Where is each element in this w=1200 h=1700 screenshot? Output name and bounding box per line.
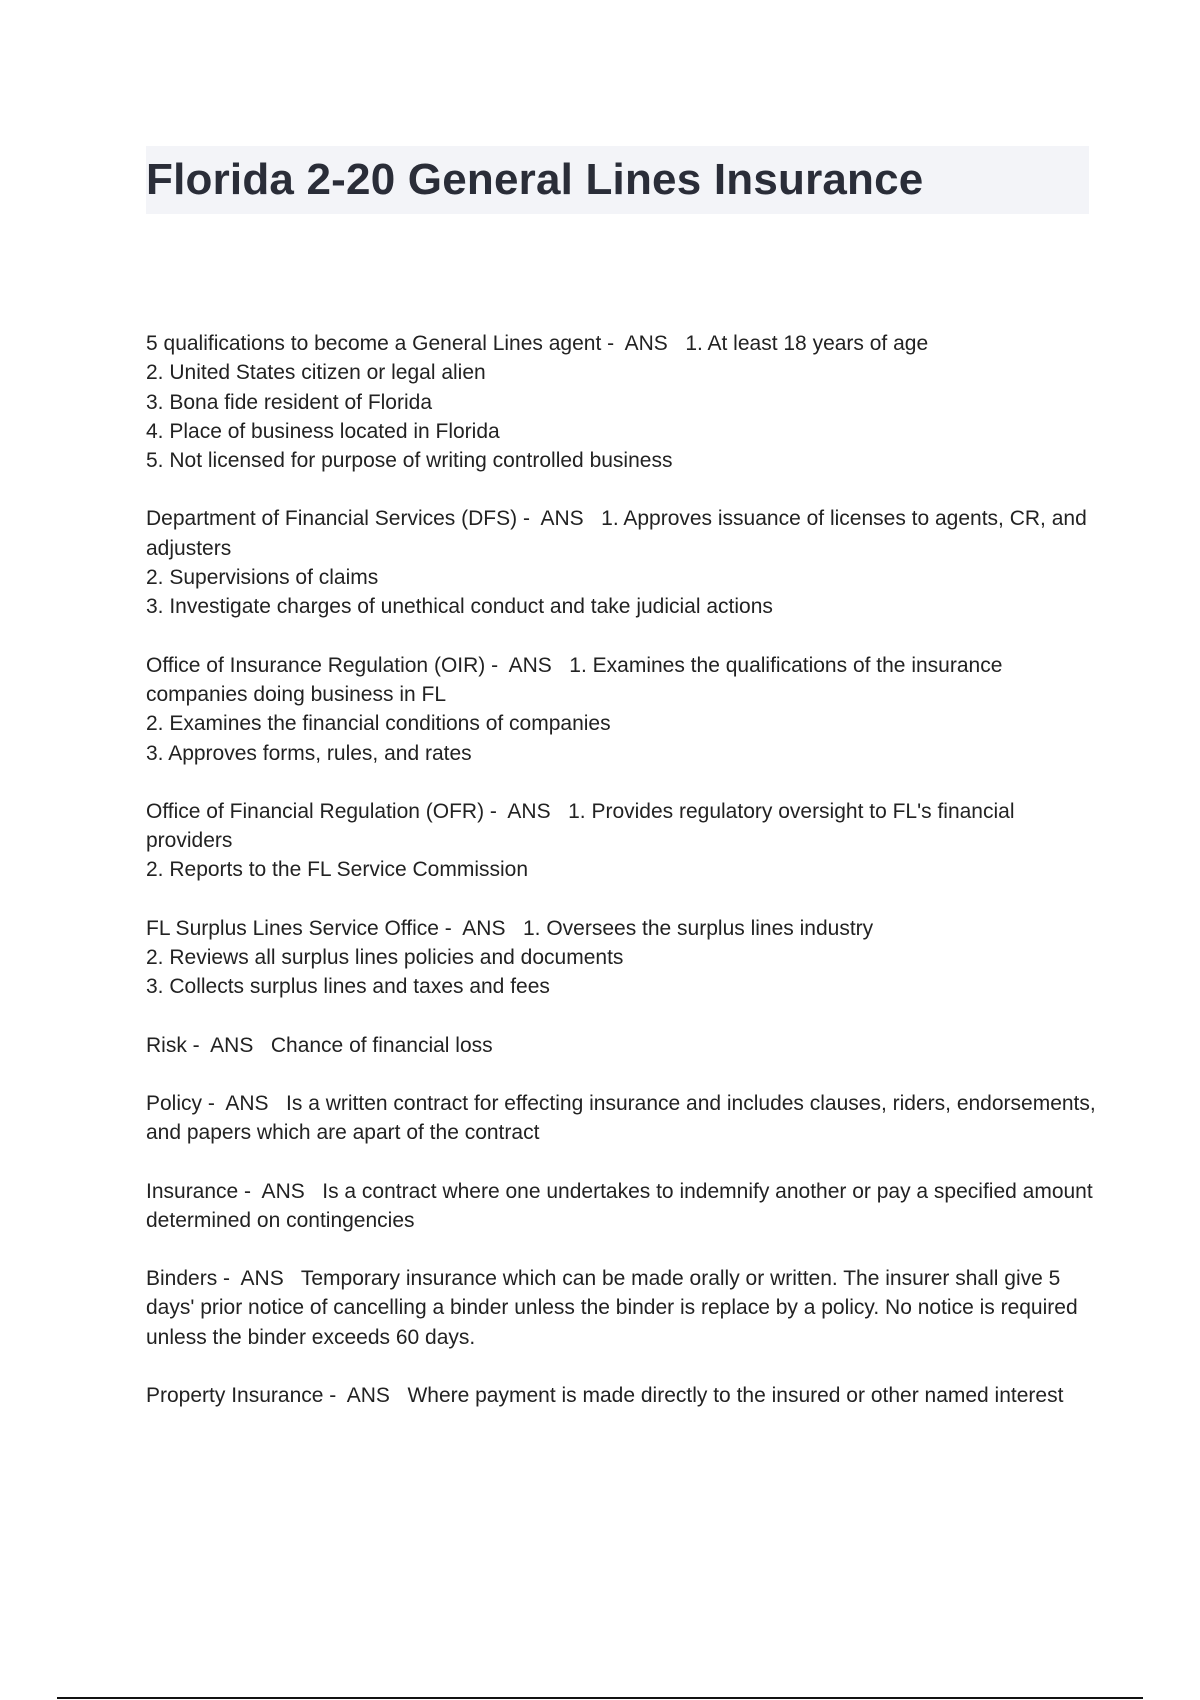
qa-entry-oir: Office of Insurance Regulation (OIR) - ANS 1. Examines the qualifications of the insurance companies doing business in FL 2. Examines the financial conditions of companies 3. Approves forms, rules, and rates (146, 653, 1003, 765)
qa-entry-insurance: Insurance - ANS Is a contract where one undertakes to indemnify another or pay a specified amount determined on contingencies (146, 1179, 1099, 1232)
qa-entry-binders: Binders - ANS Temporary insurance which can be made orally or written. The insurer shall give 5 days' prior notice of cancelling a binder unless the binder is replace by a policy. No notice is required unless the binder exceeds 60 days. (146, 1267, 1084, 1349)
qa-entry-risk: Risk - ANS Chance of financial loss (146, 1033, 493, 1057)
title-band (146, 146, 1089, 214)
qa-entry-surplus-lines-office: FL Surplus Lines Service Office - ANS 1. Oversees the surplus lines industry 2. Reviews all surplus lines policies and documents 3. Collects surplus lines and taxes and fees (146, 916, 874, 999)
document-title: Florida 2-20 General Lines Insurance (146, 155, 924, 204)
qa-entry-ofr: Office of Financial Regulation (OFR) - ANS 1. Provides regulatory oversight to FL's financial providers 2. Reports to the FL Service Commission (146, 799, 1015, 882)
footer-divider (57, 1697, 1143, 1699)
qa-entry-dfs: Department of Financial Services (DFS) - ANS 1. Approves issuance of licenses to agents, CR, and adjusters 2. Supervisions of claims 3. Investigate charges of unethical conduct and take judicial actions (146, 507, 1087, 619)
qa-entry-property-insurance: Property Insurance - ANS Where payment is made directly to the insured or other named interest (146, 1384, 1064, 1408)
document-body (146, 329, 1102, 1439)
qa-entry-policy: Policy - ANS Is a written contract for effecting insurance and includes clauses, riders, endorsements, and papers which are apart of the contract (146, 1091, 1102, 1145)
qa-entry-agent-qualifications: 5 qualifications to become a General Lines agent - ANS 1. At least 18 years of age 2. United States citizen or legal alien 3. Bona fide resident of Florida 4. Place of business located in Florida 5. Not licensed for purpose of writing controlled business (146, 332, 929, 473)
